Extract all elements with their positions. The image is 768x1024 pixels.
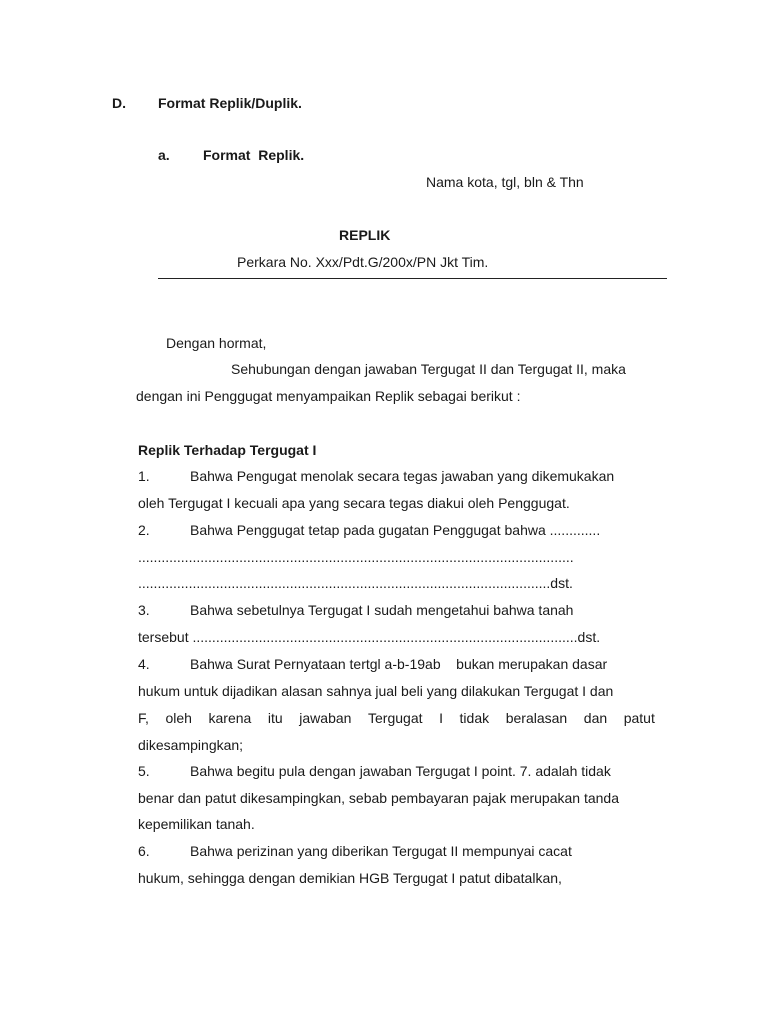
title-divider (158, 278, 667, 279)
item-1-line-1: Bahwa Pengugat menolak secara tegas jawaban yang dikemukakan (190, 468, 615, 484)
item-4-word: jawaban (299, 710, 352, 726)
item-4-line-1: Bahwa Surat Pernyataan tertgl a-b-19ab bukan merupakan dasar (190, 656, 608, 672)
section-letter: D. (112, 95, 126, 111)
intro-line-2: dengan ini Penggugat menyampaikan Replik sebagai berikut : (136, 388, 521, 404)
item-2-line-1: Bahwa Penggugat tetap pada gugatan Penggugat bahwa ............. (190, 522, 601, 538)
item-4-word: beralasan (505, 710, 568, 726)
item-4-word: karena (208, 710, 252, 726)
item-6-line-2: hukum, sehingga dengan demikian HGB Tergugat I patut dibatalkan, (138, 870, 562, 886)
item-5-line-3: kepemilikan tanah. (138, 816, 255, 832)
place-date: Nama kota, tgl, bln & Thn (426, 174, 584, 190)
item-2-line-3: ..........................................................................................................dst. (138, 575, 573, 591)
item-4-word: dan (583, 710, 608, 726)
intro-line-1: Sehubungan dengan jawaban Tergugat II dan Tergugat II, maka (231, 361, 626, 377)
item-4-word: itu (267, 710, 283, 726)
item-1-number: 1. (138, 468, 150, 484)
subsection-letter: a. (158, 147, 170, 163)
document-title: REPLIK (339, 227, 391, 243)
item-4-line-4: dikesampingkan; (138, 737, 244, 753)
item-4-line-3 (138, 711, 655, 725)
item-4-word: tidak (459, 710, 490, 726)
item-1-line-2: oleh Tergugat I kecuali apa yang secara tegas diakui oleh Penggugat. (138, 495, 570, 511)
item-5-line-1: Bahwa begitu pula dengan jawaban Tergugat I point. 7. adalah tidak (190, 763, 611, 779)
item-5-number: 5. (138, 763, 150, 779)
item-3-line-1: Bahwa sebetulnya Tergugat I sudah mengetahui bahwa tanah (190, 602, 574, 618)
item-4-word: Tergugat (368, 710, 423, 726)
salutation: Dengan hormat, (166, 335, 267, 351)
item-4-word: I (439, 710, 443, 726)
subsection-title: Format Replik. (203, 147, 305, 163)
item-6-number: 6. (138, 843, 150, 859)
item-4-word: patut (623, 710, 655, 726)
item-5-line-2: benar dan patut dikesampingkan, sebab pembayaran pajak merupakan tanda (138, 790, 619, 806)
item-4-word: oleh (165, 710, 192, 726)
item-4-word: F, (138, 710, 149, 726)
item-4-number: 4. (138, 656, 150, 672)
item-4-line-2: hukum untuk dijadikan alasan sahnya jual beli yang dilakukan Tergugat I dan (138, 683, 614, 699)
item-3-number: 3. (138, 602, 150, 618)
item-6-line-1: Bahwa perizinan yang diberikan Tergugat II mempunyai cacat (190, 843, 572, 859)
case-number: Perkara No. Xxx/Pdt.G/200x/PN Jkt Tim. (237, 254, 489, 270)
section-title: Format Replik/Duplik. (158, 95, 302, 111)
item-2-number: 2. (138, 522, 150, 538)
heading-replik-tergugat-1: Replik Terhadap Tergugat I (138, 442, 317, 458)
item-2-line-2: ................................................................................................................ (138, 549, 574, 565)
item-3-line-2: tersebut ...................................................................................................dst. (138, 629, 601, 645)
